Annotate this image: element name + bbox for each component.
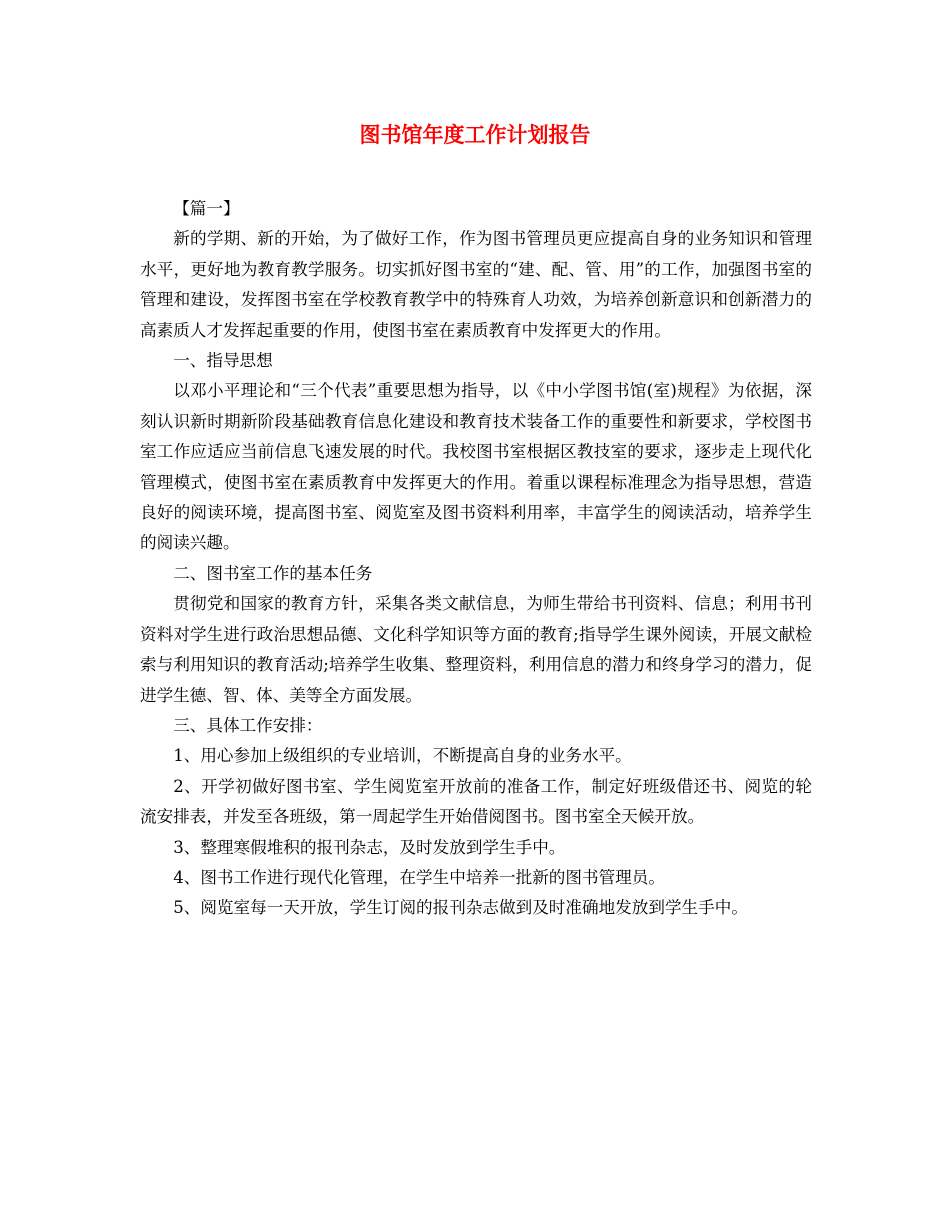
guiding-ideology-paragraph: 以邓小平理论和“三个代表”重要思想为指导，以《中小学图书馆(室)规程》为依据，深刻认识新时期新阶段基础教育信息化建设和教育技术装备工作的重要性和新要求，学校图书室工作应适应当前信息飞速发展的时代。我校图书室根据区教技室的要求，逐步走上现代化管理模式，使图书室在素质教育中发挥更大的作用。着重以课程标准理念为指导思想，营造良好的阅读环境，提高图书室、阅览室及图书资料利用率，丰富学生的阅读活动，培养学生的阅读兴趣。 bbox=[140, 381, 812, 553]
arrangement-item-2: 2、开学初做好图书室、学生阅览室开放前的准备工作，制定好班级借还书、阅览的轮流安排表，并发至各班级，第一周起学生开始借阅图书。图书室全天候开放。 bbox=[140, 776, 812, 827]
document-body bbox=[140, 194, 812, 924]
arrangement-item-5: 5、阅览室每一天开放，学生订阅的报刊杂志做到及时准确地发放到学生手中。 bbox=[173, 898, 748, 918]
section-heading-basic-tasks: 二、图书室工作的基本任务 bbox=[173, 563, 373, 583]
section-heading-guiding-ideology: 一、指导思想 bbox=[173, 351, 273, 371]
arrangement-item-1: 1、用心参加上级组织的专业培训，不断提高自身的业务水平。 bbox=[173, 746, 632, 766]
document-title: 图书馆年度工作计划报告 bbox=[359, 123, 591, 147]
intro-paragraph: 新的学期、新的开始，为了做好工作，作为图书管理员更应提高自身的业务知识和管理水平，更好地为教育教学服务。切实抓好图书室的“建、配、管、用”的工作，加强图书室的管理和建设，发挥图书室在学校教育教学中的特殊育人功效，为培养创新意识和创新潜力的高素质人才发挥起重要的作用，使图书室在素质教育中发挥更大的作用。 bbox=[140, 229, 812, 340]
section-marker: 【篇一】 bbox=[173, 199, 240, 218]
arrangement-item-3: 3、整理寒假堆积的报刊杂志，及时发放到学生手中。 bbox=[173, 837, 566, 857]
section-heading-work-arrangement: 三、具体工作安排： bbox=[173, 715, 323, 735]
arrangement-item-4: 4、图书工作进行现代化管理，在学生中培养一批新的图书管理员。 bbox=[173, 867, 665, 887]
basic-tasks-paragraph: 贯彻党和国家的教育方针，采集各类文献信息，为师生带给书刊资料、信息；利用书刊资料对学生进行政治思想品德、文化科学知识等方面的教育;指导学生课外阅读，开展文献检索与利用知识的教育活动;培养学生收集、整理资料，利用信息的潜力和终身学习的潜力，促进学生德、智、体、美等全方面发展。 bbox=[140, 594, 812, 705]
